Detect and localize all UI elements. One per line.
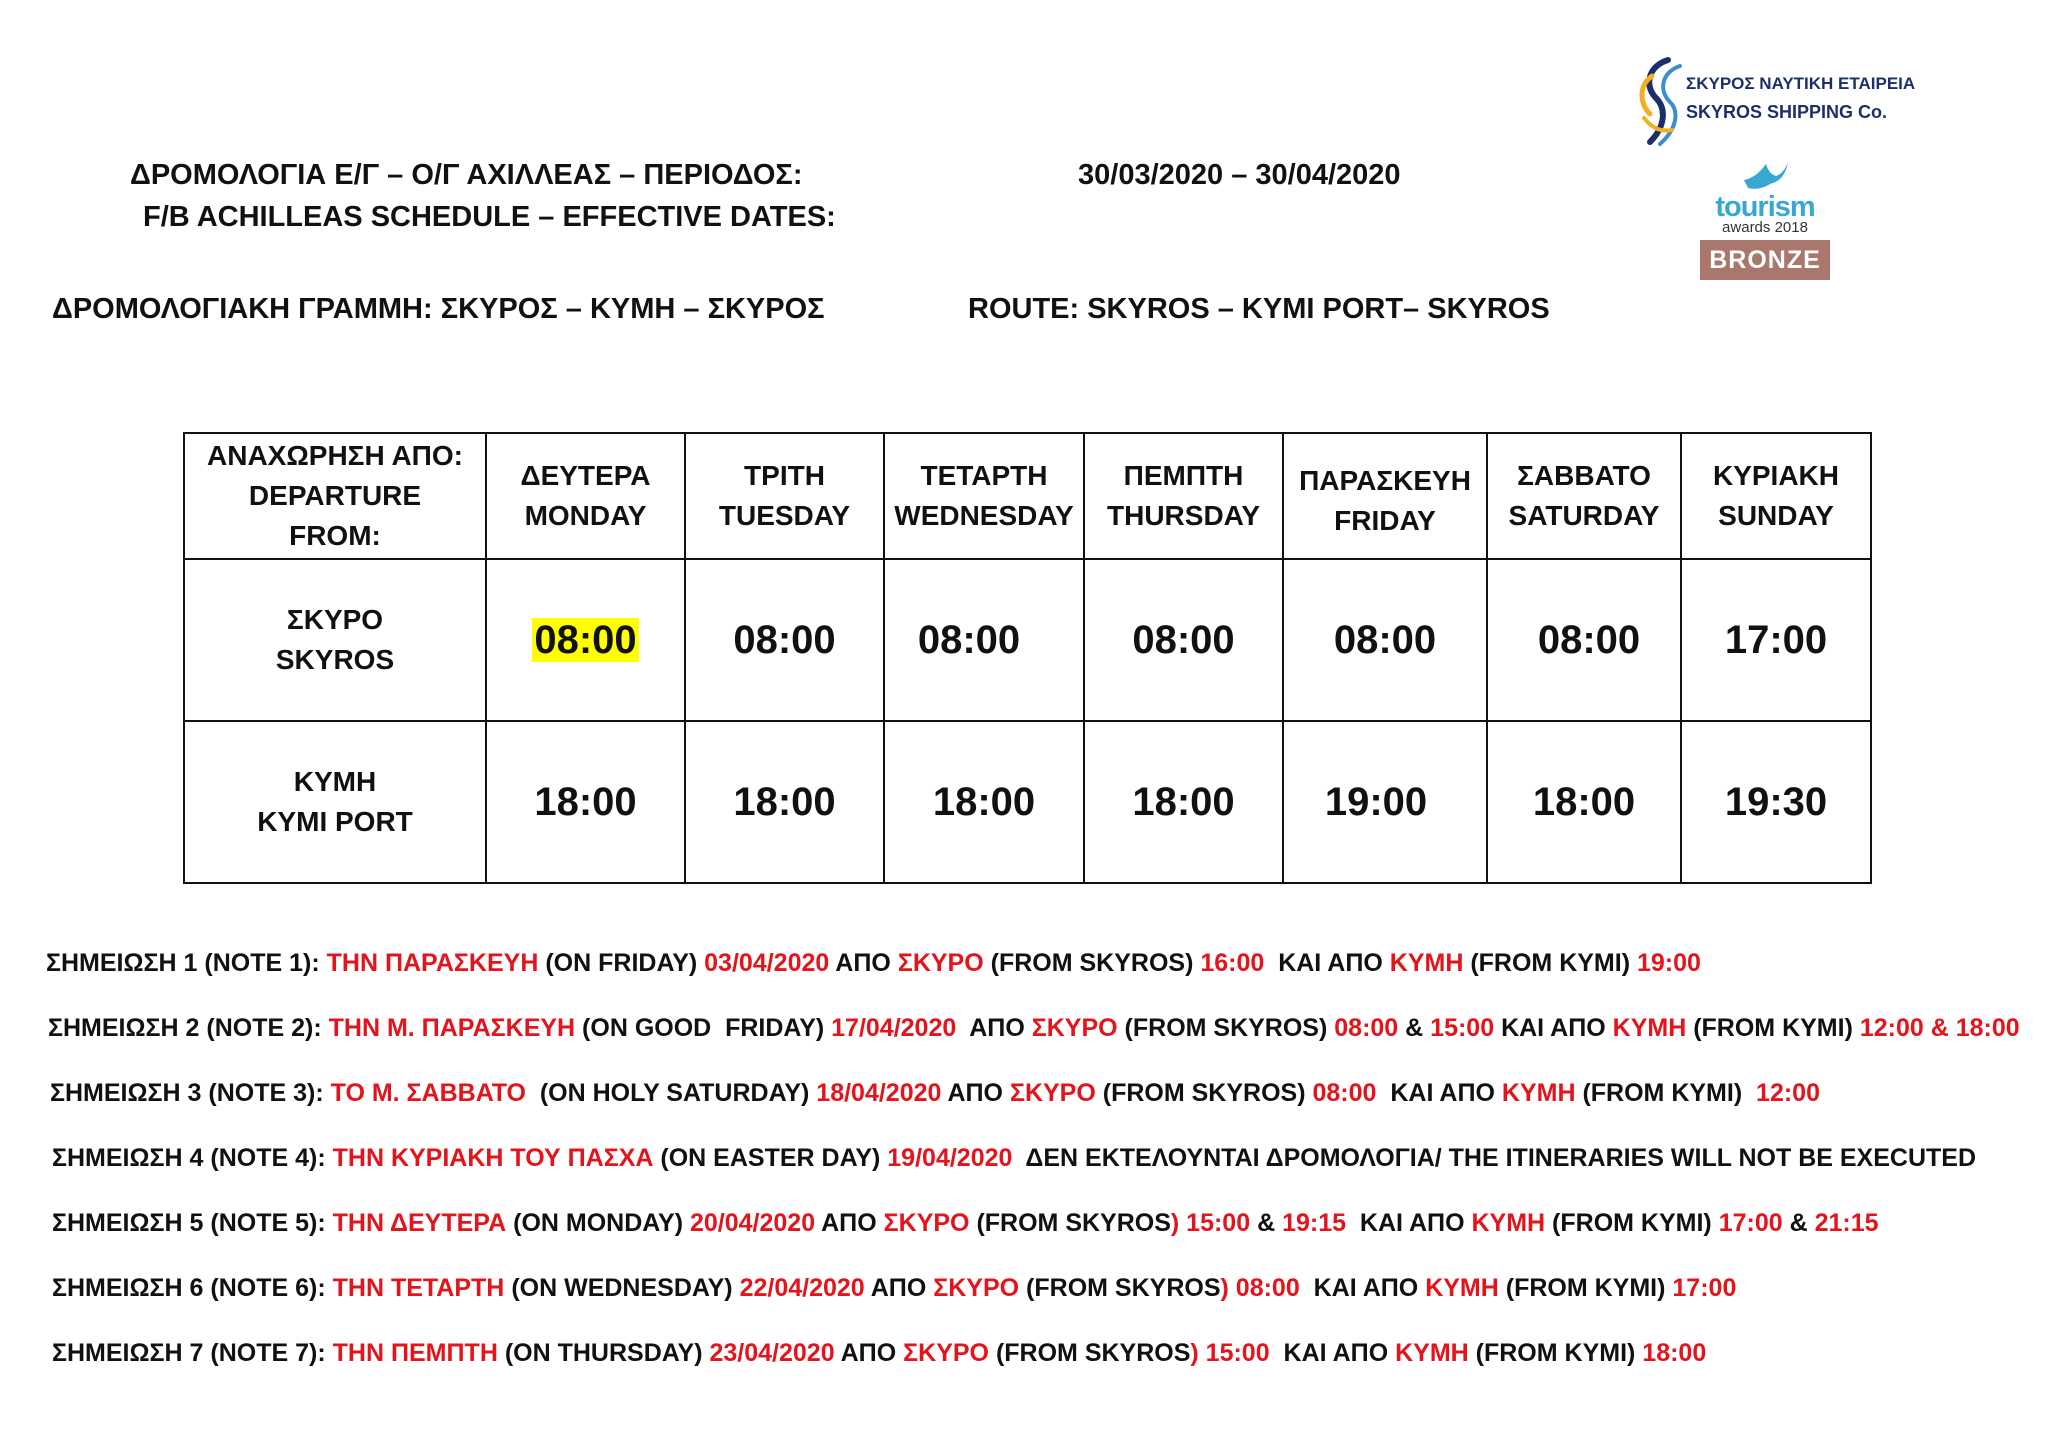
- time-cell: [1487, 721, 1681, 883]
- note-text-segment: ΣΗΜΕΙΩΣΗ 7 (NOTE 7):: [52, 1339, 333, 1367]
- departure-time: 08:00: [1132, 617, 1235, 662]
- note-text-segment: &: [1250, 1209, 1283, 1237]
- time-cell: [1283, 721, 1487, 883]
- note-highlight-segment: ΤΗΝ ΔΕΥΤΕΡΑ: [332, 1209, 507, 1237]
- note-text-segment: (FROM SKYROS: [969, 1209, 1171, 1237]
- note-text-segment: (FROM SKYROS): [983, 949, 1201, 977]
- note-text-segment: ΑΠΟ: [864, 1274, 934, 1302]
- note-highlight-segment: ΚΥΜΗ: [1501, 1079, 1576, 1107]
- time-cell: [1084, 559, 1283, 721]
- note-highlight-segment: ) 08:00: [1220, 1274, 1300, 1302]
- note-4: [52, 1141, 1976, 1175]
- note-text-segment: ΑΠΟ: [834, 1339, 904, 1367]
- origin-name-english: SKYROS: [275, 644, 395, 675]
- time-cell: [884, 721, 1084, 883]
- note-text-segment: (FROM KYMI): [1498, 1274, 1673, 1302]
- note-highlight-segment: 23/04/2020: [709, 1339, 835, 1367]
- time-cell: [1283, 559, 1487, 721]
- note-text-segment: ΑΠΟ: [829, 949, 898, 977]
- note-text-segment: (FROM KYMI): [1575, 1079, 1757, 1107]
- note-highlight-segment: 17:00: [1718, 1209, 1783, 1237]
- swallow-bird-icon: [1740, 158, 1790, 194]
- note-highlight-segment: 19:00: [1636, 949, 1701, 977]
- day-name-greek: ΠΑΡΑΣΚΕΥΗ: [1299, 465, 1471, 496]
- note-highlight-segment: 12:00: [1756, 1079, 1820, 1107]
- note-text-segment: (FROM KYMI): [1468, 1339, 1643, 1367]
- day-header-saturday: [1487, 433, 1681, 559]
- note-text-segment: &: [1398, 1014, 1431, 1042]
- time-cell: [486, 721, 685, 883]
- note-highlight-segment: 20/04/2020: [689, 1209, 816, 1237]
- note-highlight-segment: 21:15: [1814, 1209, 1879, 1237]
- note-highlight-segment: ΚΥΜΗ: [1612, 1014, 1687, 1042]
- award-word: tourism: [1715, 191, 1815, 223]
- time-cell: [884, 559, 1084, 721]
- note-7: [52, 1336, 1706, 1370]
- origin-kymi: [184, 721, 486, 883]
- day-header-tuesday: [685, 433, 884, 559]
- day-name-english: SUNDAY: [1718, 500, 1834, 531]
- day-name-english: THURSDAY: [1107, 500, 1260, 531]
- time-cell: [486, 559, 685, 721]
- departure-time: 08:00: [1333, 617, 1437, 662]
- corner-line-3: FROM:: [289, 520, 381, 551]
- day-header-wednesday: [884, 433, 1084, 559]
- note-text-segment: ΑΠΟ: [956, 1014, 1032, 1042]
- note-text-segment: ΚΑΙ ΑΠΟ: [1346, 1209, 1472, 1237]
- origin-name-greek: ΣΚΥΡΟ: [286, 604, 384, 635]
- departure-time: 19:00: [1324, 779, 1428, 824]
- note-highlight-segment: ΣΚΥΡΟ: [1031, 1014, 1118, 1042]
- note-highlight-segment: ΤΗΝ Μ. ΠΑΡΑΣΚΕΥΗ: [328, 1014, 576, 1042]
- note-highlight-segment: ΤΗΝ ΠΑΡΑΣΚΕΥΗ: [326, 949, 539, 977]
- note-highlight-segment: 08:00: [1312, 1079, 1377, 1107]
- day-name-english: WEDNESDAY: [894, 500, 1074, 531]
- note-highlight-segment: ΣΚΥΡΟ: [1009, 1079, 1096, 1107]
- note-text-segment: ΚΑΙ ΑΠΟ: [1264, 949, 1390, 977]
- departure-time: 18:00: [534, 779, 637, 824]
- company-name-greek: ΣΚΥΡΟΣ ΝΑΥΤΙΚΗ ΕΤΑΙΡΕΙΑ: [1686, 74, 1916, 93]
- note-highlight-segment: ΚΥΜΗ: [1425, 1274, 1499, 1302]
- note-text-segment: (ON FRIDAY): [538, 949, 705, 977]
- note-text-segment: ΣΗΜΕΙΩΣΗ 2 (NOTE 2):: [48, 1014, 329, 1042]
- note-text-segment: (ON THURSDAY): [497, 1339, 710, 1367]
- origin-name-greek: ΚΥΜΗ: [293, 766, 377, 797]
- day-name-greek: ΠΕΜΠΤΗ: [1123, 460, 1244, 491]
- note-highlight-segment: ΣΚΥΡΟ: [933, 1274, 1020, 1302]
- departure-time: 18:00: [932, 779, 1036, 824]
- note-highlight-segment: 15:00: [1430, 1014, 1495, 1042]
- day-header-friday: [1283, 433, 1487, 559]
- note-highlight-segment: 16:00: [1200, 949, 1265, 977]
- note-text-segment: (FROM KYMI): [1545, 1209, 1719, 1237]
- note-highlight-segment: ΚΥΜΗ: [1389, 949, 1464, 977]
- departure-time: 08:00: [1537, 617, 1641, 662]
- departure-time: 19:30: [1724, 779, 1828, 824]
- day-name-english: TUESDAY: [718, 500, 851, 531]
- time-cell: [1681, 721, 1871, 883]
- departure-time: 18:00: [733, 779, 836, 824]
- note-text-segment: (FROM KYMI): [1686, 1014, 1860, 1042]
- note-highlight-segment: ΚΥΜΗ: [1395, 1339, 1469, 1367]
- note-text-segment: (ON HOLY SATURDAY): [525, 1079, 817, 1107]
- note-highlight-segment: 03/04/2020: [704, 949, 830, 977]
- day-name-greek: ΔΕΥΤΕΡΑ: [520, 460, 651, 491]
- day-header-sunday: [1681, 433, 1871, 559]
- time-cell: [1681, 559, 1871, 721]
- note-text-segment: (ON WEDNESDAY): [504, 1274, 740, 1302]
- company-name-english: SKYROS SHIPPING Co.: [1686, 102, 1888, 122]
- departure-time: 18:00: [1532, 779, 1636, 824]
- note-highlight-segment: ΤΗΝ ΤΕΤΑΡΤΗ: [332, 1274, 505, 1302]
- note-highlight-segment: ΣΚΥΡΟ: [883, 1209, 970, 1237]
- route-greek: ΔΡΟΜΟΛΟΓΙΑΚΗ ΓΡΑΜΜΗ: ΣΚΥΡΟΣ – ΚΥΜΗ – ΣΚΥΡΟΣ: [52, 293, 825, 325]
- note-text-segment: ΔΕΝ ΕΚΤΕΛΟΥΝΤΑΙ ΔΡΟΜΟΛΟΓΙΑ/ THE ITINERARIES WILL NOT BE EXECUTED: [1012, 1144, 1977, 1172]
- title-english: F/B ACHILLEAS SCHEDULE – EFFECTIVE DATES:: [143, 201, 836, 233]
- time-cell: [1487, 559, 1681, 721]
- note-text-segment: ΚΑΙ ΑΠΟ: [1376, 1079, 1502, 1107]
- departure-time: 08:00: [733, 617, 836, 662]
- corner-header: [184, 433, 486, 559]
- time-cell: [685, 559, 884, 721]
- note-highlight-segment: 18:00: [1642, 1339, 1707, 1367]
- note-highlight-segment: ΤΗΝ ΠΕΜΠΤΗ: [332, 1339, 498, 1367]
- note-highlight-segment: ΚΥΜΗ: [1471, 1209, 1546, 1237]
- day-name-english: FRIDAY: [1334, 505, 1436, 536]
- note-text-segment: ΣΗΜΕΙΩΣΗ 4 (NOTE 4):: [52, 1144, 333, 1172]
- note-highlight-segment: 17/04/2020: [831, 1014, 957, 1042]
- time-cell: [685, 721, 884, 883]
- departure-time: 17:00: [1724, 617, 1828, 662]
- note-highlight-segment: 08:00: [1334, 1014, 1399, 1042]
- origin-skyros: [184, 559, 486, 721]
- note-highlight-segment: ) 15:00: [1170, 1209, 1251, 1237]
- day-name-greek: ΣΑΒΒΑΤΟ: [1517, 460, 1651, 491]
- day-name-english: SATURDAY: [1508, 500, 1660, 531]
- note-text-segment: ΣΗΜΕΙΩΣΗ 1 (NOTE 1):: [46, 949, 327, 977]
- day-name-greek: ΚΥΡΙΑΚΗ: [1712, 460, 1839, 491]
- note-text-segment: (FROM SKYROS): [1095, 1079, 1313, 1107]
- header-row: [184, 433, 1871, 559]
- note-highlight-segment: 22/04/2020: [739, 1274, 865, 1302]
- note-highlight-segment: ΤΗΝ ΚΥΡΙΑΚΗ ΤΟΥ ΠΑΣΧΑ: [332, 1144, 654, 1172]
- note-6: [52, 1271, 1736, 1305]
- title-greek: ΔΡΟΜΟΛΟΓΙΑ Ε/Γ – Ο/Γ ΑΧΙΛΛΕΑΣ – ΠΕΡΙΟΔΟΣ:: [130, 159, 803, 191]
- note-text-segment: (FROM SKYROS: [1019, 1274, 1221, 1302]
- note-1: [46, 946, 1701, 980]
- note-highlight-segment: 19:15: [1282, 1209, 1347, 1237]
- note-highlight-segment: 19/04/2020: [887, 1144, 1013, 1172]
- skyros-shipping-logo-icon: [1630, 56, 1690, 148]
- day-name-english: MONDAY: [524, 500, 647, 531]
- note-text-segment: (FROM SKYROS): [1117, 1014, 1335, 1042]
- award-level: BRONZE: [1700, 240, 1830, 280]
- note-text-segment: (ON GOOD FRIDAY): [575, 1014, 832, 1042]
- day-name-greek: ΤΕΤΑΡΤΗ: [920, 460, 1048, 491]
- row-kymi: [184, 721, 1871, 883]
- note-5: [52, 1206, 1879, 1240]
- company-name: [1686, 70, 1915, 126]
- note-highlight-segment: 12:00 & 18:00: [1859, 1014, 2020, 1042]
- time-cell: [1084, 721, 1283, 883]
- note-text-segment: ΑΠΟ: [815, 1209, 884, 1237]
- departure-time-highlighted: 08:00: [534, 617, 637, 662]
- note-text-segment: ΚΑΙ ΑΠΟ: [1269, 1339, 1396, 1367]
- note-highlight-segment: ΣΚΥΡΟ: [897, 949, 984, 977]
- departure-time: 18:00: [1132, 779, 1235, 824]
- day-header-thursday: [1084, 433, 1283, 559]
- note-highlight-segment: ) 15:00: [1190, 1339, 1270, 1367]
- note-text-segment: &: [1782, 1209, 1815, 1237]
- note-text-segment: (FROM KYMI): [1463, 949, 1637, 977]
- note-text-segment: ΚΑΙ ΑΠΟ: [1494, 1014, 1613, 1042]
- schedule-table: [183, 432, 1872, 884]
- departure-time: 08:00: [917, 617, 1021, 662]
- note-highlight-segment: 17:00: [1672, 1274, 1737, 1302]
- day-name-greek: ΤΡΙΤΗ: [744, 460, 825, 491]
- effective-dates: 30/03/2020 – 30/04/2020: [1078, 159, 1401, 191]
- note-text-segment: ΣΗΜΕΙΩΣΗ 3 (NOTE 3):: [50, 1079, 331, 1107]
- note-text-segment: ΣΗΜΕΙΩΣΗ 5 (NOTE 5):: [52, 1209, 333, 1237]
- day-header-monday: [486, 433, 685, 559]
- note-text-segment: (FROM SKYROS: [989, 1339, 1191, 1367]
- note-highlight-segment: ΤΟ Μ. ΣΑΒΒΑΤΟ: [330, 1079, 526, 1107]
- note-text-segment: (ON MONDAY): [506, 1209, 690, 1237]
- note-text-segment: ΑΠΟ: [941, 1079, 1010, 1107]
- origin-name-english: KYMI PORT: [257, 806, 413, 837]
- tourism-award-badge: [1700, 158, 1830, 280]
- corner-line-1: ΑΝΑΧΩΡΗΣΗ ΑΠΟ:: [207, 440, 463, 471]
- award-subtitle: awards 2018: [1722, 219, 1808, 236]
- corner-line-2: DEPARTURE: [248, 480, 422, 511]
- note-highlight-segment: 18/04/2020: [816, 1079, 942, 1107]
- note-2: [48, 1011, 2020, 1045]
- note-text-segment: ΚΑΙ ΑΠΟ: [1299, 1274, 1426, 1302]
- note-highlight-segment: ΣΚΥΡΟ: [903, 1339, 989, 1367]
- row-skyros: [184, 559, 1871, 721]
- note-3: [50, 1076, 1820, 1110]
- note-text-segment: ΣΗΜΕΙΩΣΗ 6 (NOTE 6):: [52, 1274, 333, 1302]
- note-text-segment: (ON EASTER DAY): [653, 1144, 888, 1172]
- route-english: ROUTE: SKYROS – KYMI PORT– SKYROS: [968, 293, 1550, 325]
